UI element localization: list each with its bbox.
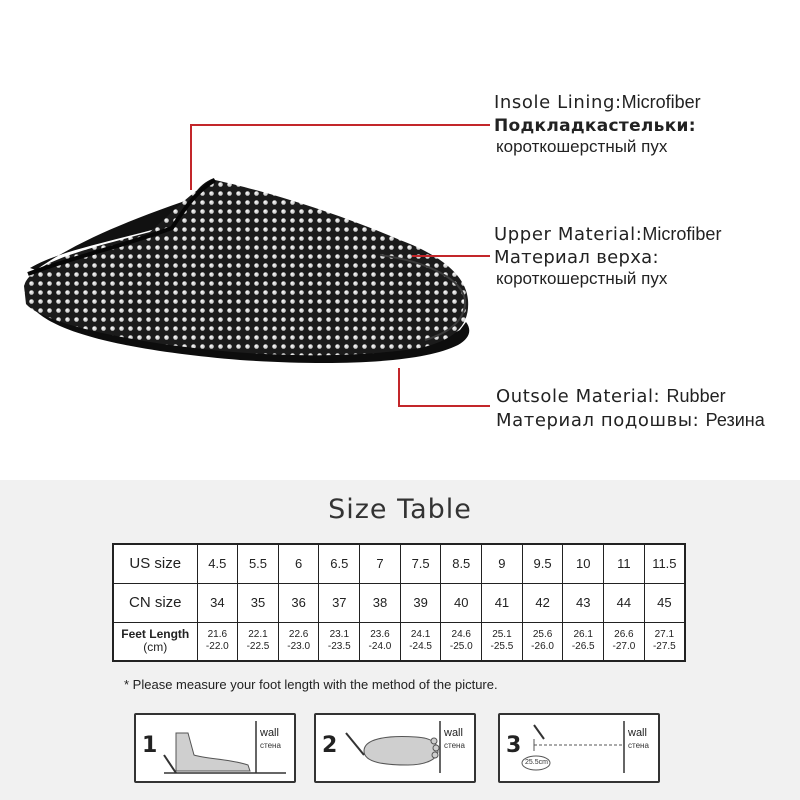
feet-length-cell: [482, 622, 523, 661]
feet-length-cell: [400, 622, 441, 661]
cn-size-cell: 37: [319, 583, 360, 622]
us-size-cell: 11.5: [644, 544, 685, 583]
insole-callout-line-v: [190, 124, 192, 190]
feet-length-max: -26.5: [571, 641, 595, 653]
wall-label-ru: стена: [260, 741, 281, 750]
measure-step-2: [314, 713, 476, 783]
wall-label: wall: [444, 727, 463, 739]
outsole-label-text: Outsole Material:: [496, 386, 661, 407]
wall-label-ru: стена: [444, 741, 465, 750]
feet-length-cell: [522, 622, 563, 661]
cn-size-cell: 39: [400, 583, 441, 622]
feet-length-unit: (cm): [143, 640, 168, 655]
cn-size-header: CN size: [113, 583, 197, 622]
upper-ru-value: короткошерстный пух: [496, 269, 668, 288]
outsole-callout-line-h: [398, 405, 490, 407]
cn-size-cell: 43: [563, 583, 604, 622]
us-size-cell: 7: [360, 544, 401, 583]
insole-label-text: Insole Lining:: [494, 92, 622, 113]
step-number: 3: [506, 733, 522, 758]
feet-length-cell: [360, 622, 401, 661]
cn-size-cell: 42: [522, 583, 563, 622]
upper-ru-label: Материал верха:: [494, 247, 659, 268]
feet-length-max: -25.5: [490, 641, 514, 653]
cn-size-cell: 38: [360, 583, 401, 622]
cn-size-cell: 35: [238, 583, 279, 622]
upper-callout-line-h: [412, 255, 490, 257]
feet-length-cell: [604, 622, 645, 661]
feet-length-min: 24.6: [451, 629, 471, 641]
cn-size-cell: 44: [604, 583, 645, 622]
feet-length-min: 25.1: [492, 629, 512, 641]
cn-size-cell: 41: [482, 583, 523, 622]
size-table: [112, 543, 686, 662]
us-size-cell: 4.5: [197, 544, 238, 583]
measure-step-1: [134, 713, 296, 783]
feet-length-max: -24.0: [368, 641, 392, 653]
feet-length-cell: [563, 622, 604, 661]
feet-length-min: 26.6: [614, 629, 634, 641]
step-number: 2: [322, 733, 338, 758]
feet-length-min: 23.6: [370, 629, 390, 641]
feet-length-cell: [197, 622, 238, 661]
feet-length-min: 22.1: [248, 629, 268, 641]
feet-length-min: 24.1: [410, 629, 431, 641]
upper-value: Microfiber: [642, 224, 722, 244]
feet-length-cell: [238, 622, 279, 661]
outsole-label: [496, 386, 726, 407]
feet-length-label: Feet Length: [121, 627, 190, 642]
us-size-cell: 5.5: [238, 544, 279, 583]
wall-label-ru: стена: [628, 741, 649, 750]
measure-note: * Please measure your foot length with the method of the picture.: [124, 677, 498, 692]
insole-callout-line-h: [190, 124, 490, 126]
outsole-ru-label: Материал подошвы:: [496, 410, 700, 431]
wall-label: wall: [260, 727, 279, 739]
cn-size-cell: 40: [441, 583, 482, 622]
feet-length-max: -27.0: [612, 641, 636, 653]
feet-length-max: -22.5: [246, 641, 270, 653]
insole-value: Microfiber: [621, 92, 701, 112]
outsole-ru-value: Резина: [705, 410, 765, 430]
feet-length-min: 21.6: [207, 629, 228, 641]
outsole-callout-line-v: [398, 368, 400, 407]
us-size-cell: 9: [482, 544, 523, 583]
upper-label: [494, 224, 721, 245]
feet-length-cell: [278, 622, 319, 661]
us-size-cell: 10: [563, 544, 604, 583]
wall-label: wall: [628, 727, 647, 739]
us-size-cell: 8.5: [441, 544, 482, 583]
feet-length-cell: [644, 622, 685, 661]
us-size-cell: 11: [604, 544, 645, 583]
outsole-value: Rubber: [666, 386, 726, 406]
feet-length-max: -25.0: [449, 641, 473, 653]
step-number: 1: [142, 733, 158, 758]
insole-ru-label: Подкладкастельки:: [494, 116, 696, 136]
measure-step-3: [498, 713, 660, 783]
feet-length-max: -27.5: [652, 641, 676, 653]
measure-value: 25.5cm: [525, 759, 548, 766]
us-size-cell: 7.5: [400, 544, 441, 583]
feet-length-header: [113, 622, 197, 661]
cn-size-cell: 34: [197, 583, 238, 622]
insole-label: [494, 92, 701, 113]
feet-length-min: 27.1: [654, 629, 675, 641]
feet-length-max: -22.0: [205, 641, 229, 653]
feet-length-min: 23.1: [329, 629, 350, 641]
us-size-cell: 6.5: [319, 544, 360, 583]
feet-length-min: 26.1: [573, 629, 593, 641]
feet-length-max: -23.5: [327, 641, 351, 653]
us-size-header: US size: [113, 544, 197, 583]
us-size-cell: 9.5: [522, 544, 563, 583]
insole-ru-value: короткошерстный пух: [496, 137, 668, 156]
cn-size-cell: 45: [644, 583, 685, 622]
outsole-ru-line: [496, 410, 765, 431]
size-table-title: Size Table: [328, 494, 472, 525]
feet-length-cell: [319, 622, 360, 661]
feet-length-max: -24.5: [409, 641, 432, 653]
feet-length-cell: [441, 622, 482, 661]
feet-length-min: 22.6: [288, 629, 309, 641]
cn-size-row: [113, 583, 685, 622]
cn-size-cell: 36: [278, 583, 319, 622]
us-size-cell: 6: [278, 544, 319, 583]
feet-length-max: -26.0: [531, 641, 554, 653]
us-size-row: [113, 544, 685, 583]
feet-length-min: 25.6: [532, 629, 553, 641]
upper-label-text: Upper Material:: [494, 224, 643, 245]
feet-length-row: [113, 622, 685, 661]
feet-length-max: -23.0: [287, 641, 311, 653]
